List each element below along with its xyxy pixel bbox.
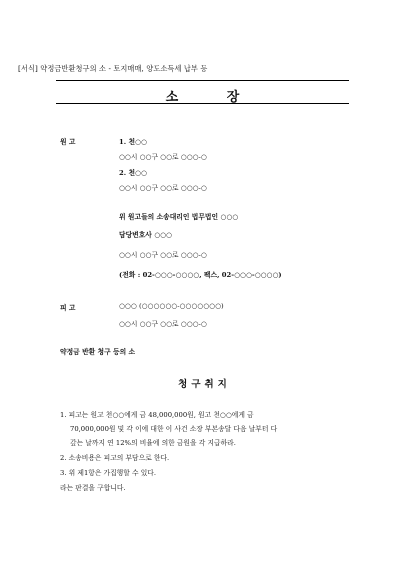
claim-2: 2. 소송비용은 피고의 부담으로 한다. <box>60 454 170 462</box>
plaintiff-1-address: ○○시 ○○구 ○○로 ○○○-○ <box>119 153 207 161</box>
claim-3: 3. 위 제1항은 가집행할 수 있다. <box>60 469 156 477</box>
document-title: 소 장 <box>165 90 262 105</box>
representative-address: ○○시 ○○구 ○○로 ○○○-○ <box>119 251 207 259</box>
claim-1-line-1: 1. 피고는 원고 천○○에게 금 48,000,000원, 원고 천○○에게 금 <box>60 411 254 419</box>
claim-1-line-2: 70,000,000원 및 각 이에 대한 이 사건 소장 부본송달 다음 날부터 다 <box>70 425 278 433</box>
plaintiff-label: 원 고 <box>60 138 76 146</box>
case-name: 약정금 반환 청구 등의 소 <box>60 348 136 356</box>
closing-line: 라는 판결을 구합니다. <box>60 484 126 492</box>
defendant-name: ○○○ (○○○○○○-○○○○○○○) <box>119 302 224 310</box>
representative-line: 위 원고들의 소송대리인 법무법인 ○○○ <box>119 213 239 221</box>
attorney-line: 담당변호사 ○○○ <box>119 231 172 239</box>
defendant-label: 피 고 <box>60 304 76 312</box>
contact-info: (전화 : 02-○○○-○○○○, 팩스, 02-○○○-○○○○) <box>119 271 282 279</box>
complaint-document <box>56 80 349 561</box>
claim-section-title: 청구취지 <box>178 379 231 390</box>
claim-1-line-3: 갚는 날까지 연 12%의 비율에 의한 금원을 각 지급하라. <box>70 439 236 447</box>
plaintiff-1-name: 1. 천○○ <box>119 138 147 146</box>
plaintiff-2-name: 2. 천○○ <box>119 169 147 177</box>
title-divider <box>56 103 349 104</box>
defendant-address: ○○시 ○○구 ○○로 ○○○-○ <box>119 320 207 328</box>
plaintiff-2-address: ○○시 ○○구 ○○로 ○○○-○ <box>119 184 207 192</box>
form-header: [서식] 약정금반환청구의 소 - 토지매매, 양도소득세 납부 등 <box>18 64 208 73</box>
